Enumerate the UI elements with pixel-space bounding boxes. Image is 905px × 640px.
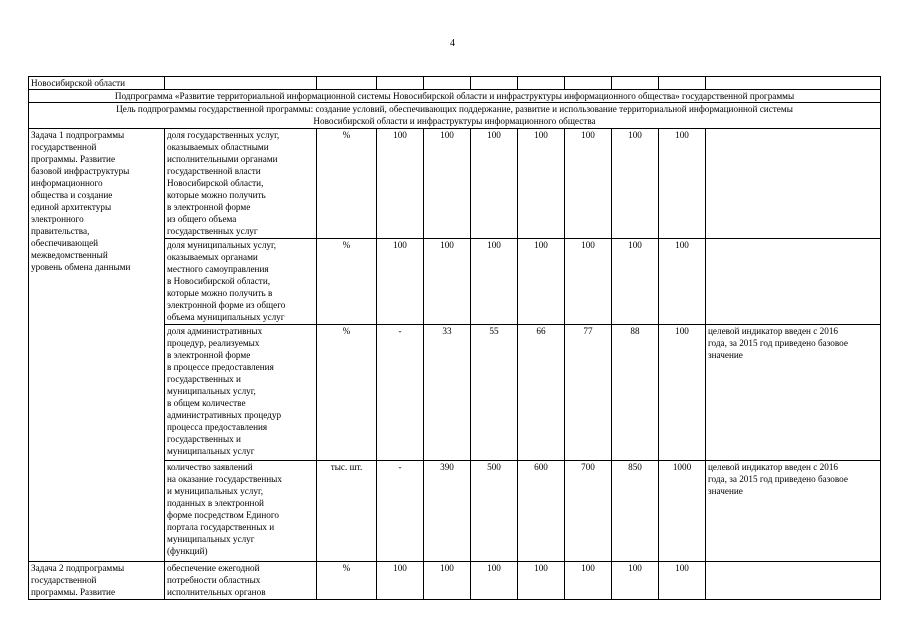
value-cell: 100 (424, 239, 471, 325)
value-cell: 700 (565, 461, 612, 562)
indicator-cell: доля государственных услуг, оказываемых областными исполнительными органами государственной власти Новосибирской области, которые можно получить в электронной форме из общего объема государственных услуг (165, 129, 317, 239)
unit-cell: % (317, 129, 377, 239)
value-cell: 100 (518, 239, 565, 325)
value-cell: 100 (659, 562, 706, 600)
unit-cell: % (317, 562, 377, 600)
value-cell: 77 (565, 325, 612, 461)
value-cell: 66 (518, 325, 565, 461)
value-cell: 1000 (659, 461, 706, 562)
note-cell (706, 562, 881, 600)
table-row (29, 129, 881, 239)
note-cell (706, 239, 881, 325)
note-cell: целевой индикатор введен с 2016 года, за 2015 год приведено базовое значение (706, 461, 881, 562)
value-cell: 100 (518, 562, 565, 600)
value-cell: 500 (471, 461, 518, 562)
value-cell: 100 (565, 129, 612, 239)
value-cell: - (377, 325, 424, 461)
value-cell: 600 (518, 461, 565, 562)
value-cell: 55 (471, 325, 518, 461)
value-cell: 100 (424, 129, 471, 239)
note-cell: целевой индикатор введен с 2016 года, за 2015 год приведено базовое значение (706, 325, 881, 461)
value-cell: 100 (377, 239, 424, 325)
value-cell: 100 (377, 562, 424, 600)
value-cell: 100 (424, 562, 471, 600)
subprogram-title: Подпрограмма «Развитие территориальной информационной системы Новосибирской области и инфраструктуры информационного общества» государственной программы (29, 90, 881, 103)
value-cell: 100 (612, 129, 659, 239)
value-cell: 100 (471, 562, 518, 600)
task-2-cell: Задача 2 подпрограммы государственной программы. Развитие (29, 562, 165, 600)
value-cell: 100 (518, 129, 565, 239)
value-cell: 100 (565, 562, 612, 600)
task-1-cell: Задача 1 подпрограммы государственной программы. Развитие базовой инфраструктуры информационного общества и создание единой архитектуры электронного правительства, обеспечивающей межведомственный уровень обмена данными (29, 129, 165, 562)
value-cell: 88 (612, 325, 659, 461)
indicator-cell: доля муниципальных услуг, оказываемых органами местного самоуправления в Новосибирской области, которые можно получить в электронной форме из общего объема муниципальных услуг (165, 239, 317, 325)
value-cell: 100 (565, 239, 612, 325)
value-cell: - (377, 461, 424, 562)
unit-cell: тыс. шт. (317, 461, 377, 562)
value-cell: 100 (659, 325, 706, 461)
value-cell: 100 (659, 129, 706, 239)
indicator-cell: доля административных процедур, реализуемых в электронной форме в процессе предоставления государственных и муниципальных услуг, в общем количестве административных процедур процесса предоставления государственных и муниципальных услуг (165, 325, 317, 461)
value-cell: 33 (424, 325, 471, 461)
unit-cell: % (317, 239, 377, 325)
value-cell: 100 (471, 129, 518, 239)
value-cell: 100 (612, 239, 659, 325)
goal-title: Цель подпрограммы государственной программы: создание условий, обеспечивающих поддержание, развитие и использование территориальной информационной системы Новосибирской области и инфраструктуры информационного общества (29, 103, 881, 129)
value-cell: 850 (612, 461, 659, 562)
indicator-table (28, 76, 881, 600)
value-cell: 100 (659, 239, 706, 325)
table-row (29, 103, 881, 129)
table-row (29, 90, 881, 103)
value-cell: 100 (471, 239, 518, 325)
indicator-cell: количество заявлений на оказание государственных и муниципальных услуг, поданных в электронной форме посредством Единого портала государственных и муниципальных услуг (функций) (165, 461, 317, 562)
value-cell: 100 (377, 129, 424, 239)
value-cell: 390 (424, 461, 471, 562)
value-cell: 100 (612, 562, 659, 600)
note-cell (706, 129, 881, 239)
indicator-cell: обеспечение ежегодной потребности областных исполнительных органов (165, 562, 317, 600)
region-cell: Новосибирской области (29, 77, 165, 90)
table-row (29, 77, 881, 90)
unit-cell: % (317, 325, 377, 461)
table-row (29, 562, 881, 600)
page-number: 4 (450, 38, 455, 49)
